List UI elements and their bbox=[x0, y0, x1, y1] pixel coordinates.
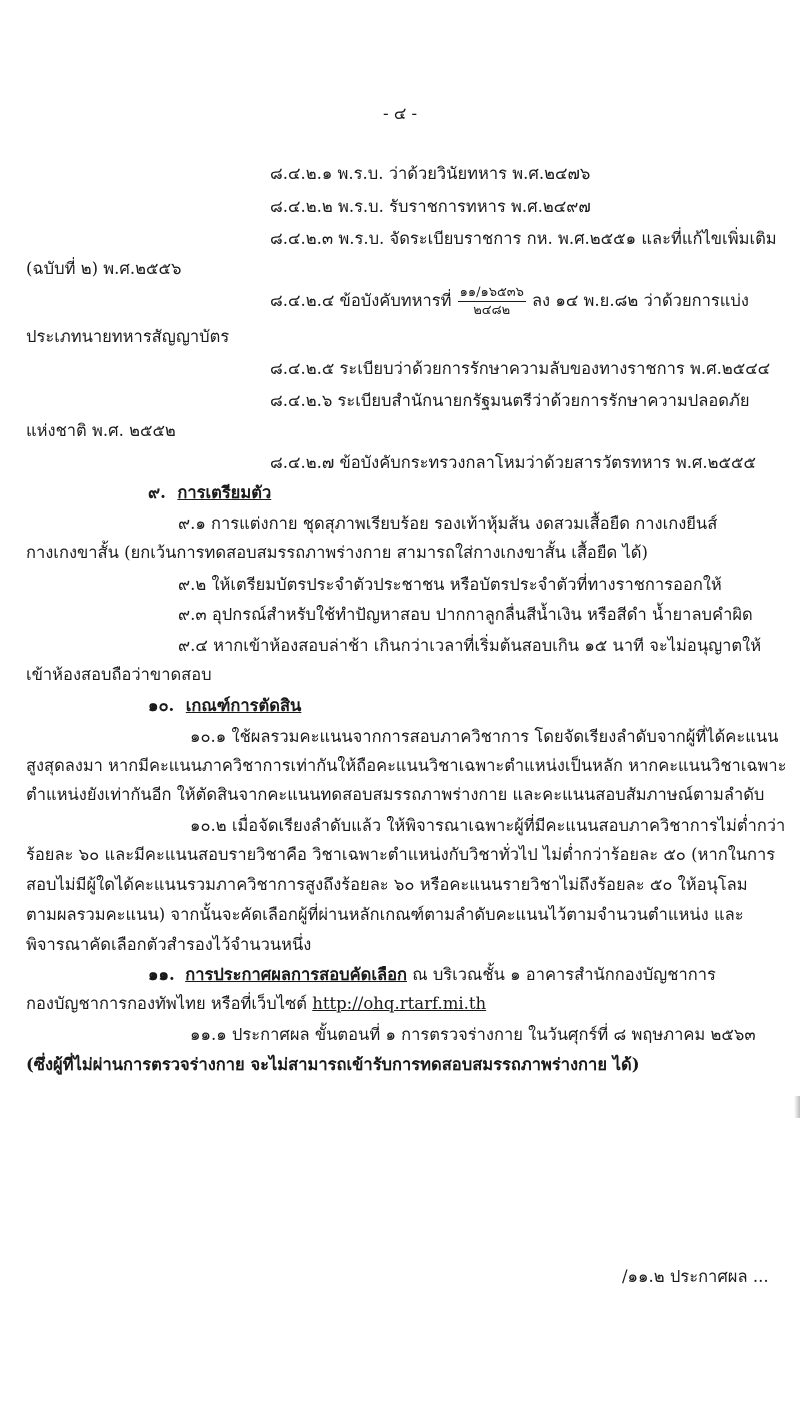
section-11-heading bbox=[148, 964, 716, 986]
item-10-1-cont-1: สูงสุดลงมา หากมีคะแนนภาควิชาการเท่ากันให้ถือคะแนนวิชาเฉพาะตำแหน่งเป็นหลัก หากคะแนนวิชาเฉพาะ bbox=[26, 756, 787, 775]
item-8-4-2-4-cont: ประเภทนายทหารสัญญาบัตร bbox=[26, 327, 230, 346]
section-9-number: ๙. bbox=[148, 483, 166, 502]
item-9-4-cont: เข้าห้องสอบถือว่าขาดสอบ bbox=[26, 665, 212, 684]
item-9-4: ๙.๔ หากเข้าห้องสอบล่าช้า เกินกว่าเวลาที่เริ่มต้นสอบเกิน ๑๕ นาที จะไม่อนุญาตให้ bbox=[178, 636, 762, 655]
item-8-4-2-4 bbox=[270, 284, 749, 318]
footer-continuation: /๑๑.๒ ประกาศผล ... bbox=[622, 1267, 769, 1286]
item-10-2-cont-2: สอบไม่มีผู้ใดได้คะแนนรวมภาควิชาการสูงถึงร้อยละ ๖๐ หรือคะแนนรายวิชาไม่ถึงร้อยละ ๕๐ ให้อนุโลม bbox=[26, 875, 748, 894]
item-9-1-cont: กางเกงขาสั้น (ยกเว้นการทดสอบสมรรถภาพร่างกาย สามารถใส่กางเกงขาสั้น เสื้อยืด ได้) bbox=[26, 543, 648, 562]
item-8-4-2-3-cont: (ฉบับที่ ๒) พ.ศ.๒๕๕๖ bbox=[26, 259, 182, 278]
item-8-4-2-6: ๘.๔.๒.๖ ระเบียบสำนักนายกรัฐมนตรีว่าด้วยการรักษาความปลอดภัย bbox=[270, 391, 750, 410]
item-11-1-note: (ซึ่งผู้ที่ไม่ผ่านการตรวจร่างกาย จะไม่สามารถเข้ารับการทดสอบสมรรถภาพร่างกาย ได้) bbox=[26, 1055, 640, 1074]
item-9-2: ๙.๒ ให้เตรียมบัตรประจำตัวประชาชน หรือบัตรประจำตัวที่ทางราชการออกให้ bbox=[178, 575, 722, 594]
order-number-numerator: ๑๑/๑๖๕๓๖ bbox=[459, 285, 524, 300]
scan-edge-shadow bbox=[794, 1096, 800, 1118]
order-number-denominator: ๒๔๘๒ bbox=[473, 303, 511, 318]
item-10-2-cont-3: ตามผลรวมคะแนน) จากนั้นจะคัดเลือกผู้ที่ผ่านหลักเกณฑ์ตามลำดับคะแนนไว้ตามจำนวนตำแหน่ง และ bbox=[26, 905, 744, 924]
item-10-2-cont-1: ร้อยละ ๖๐ และมีคะแนนสอบรายวิชาคือ วิชาเฉพาะตำแหน่งกับวิชาทั่วไป ไม่ต่ำกว่าร้อยละ ๕๐ (หากในการ bbox=[26, 845, 776, 864]
section-11-website-prefix: กองบัญชาการกองทัพไทย หรือที่เว็บไซต์ bbox=[26, 994, 307, 1013]
item-8-4-2-6-cont: แห่งชาติ พ.ศ. ๒๕๕๒ bbox=[26, 421, 176, 440]
item-9-1: ๙.๑ การแต่งกาย ชุดสุภาพเรียบร้อย รองเท้าหุ้มส้น งดสวมเสื้อยืด กางเกงยีนส์ bbox=[178, 514, 718, 533]
website-link[interactable]: http://ohq.rtarf.mi.th bbox=[312, 994, 487, 1013]
section-11-location: ณ บริเวณชั้น ๑ อาคารสำนักกองบัญชาการ bbox=[412, 965, 716, 984]
section-9-heading bbox=[148, 482, 271, 504]
item-9-3: ๙.๓ อุปกรณ์สำหรับใช้ทำปัญหาสอบ ปากกาลูกลื่นสีน้ำเงิน หรือสีดำ น้ำยาลบคำผิด bbox=[178, 605, 753, 624]
section-9-title: การเตรียมตัว bbox=[177, 483, 272, 502]
item-10-2: ๑๐.๒ เมื่อจัดเรียงลำดับแล้ว ให้พิจารณาเฉพาะผู้ที่มีคะแนนสอบภาควิชาการไม่ต่ำกว่า bbox=[190, 816, 786, 835]
page-number: - ๔ - bbox=[383, 104, 418, 123]
item-10-1: ๑๐.๑ ใช้ผลรวมคะแนนจากการสอบภาควิชาการ โดยจัดเรียงลำดับจากผู้ที่ได้คะแนน bbox=[190, 727, 779, 746]
section-10-heading bbox=[148, 695, 301, 717]
section-11-line-2 bbox=[26, 993, 486, 1015]
item-8-4-2-5: ๘.๔.๒.๕ ระเบียบว่าด้วยการรักษาความลับของทางราชการ พ.ศ.๒๕๔๔ bbox=[270, 359, 771, 378]
item-8-4-2-1: ๘.๔.๒.๑ พ.ร.บ. ว่าด้วยวินัยทหาร พ.ศ.๒๔๗๖ bbox=[270, 164, 591, 183]
item-8-4-2-3: ๘.๔.๒.๓ พ.ร.บ. จัดระเบียบราชการ กห. พ.ศ.๒๕๕๑ และที่แก้ไขเพิ่มเติม bbox=[270, 229, 777, 248]
item-8-4-2-7: ๘.๔.๒.๗ ข้อบังคับกระทรวงกลาโหมว่าด้วยสารวัตรทหาร พ.ศ.๒๕๕๕ bbox=[270, 453, 756, 472]
section-11-number: ๑๑. bbox=[148, 965, 175, 984]
item-8-4-2-4-suffix: ลง ๑๔ พ.ย.๘๒ ว่าด้วยการแบ่ง bbox=[531, 291, 749, 310]
section-10-title: เกณฑ์การตัดสิน bbox=[185, 696, 302, 715]
item-8-4-2-2: ๘.๔.๒.๒ พ.ร.บ. รับราชการทหาร พ.ศ.๒๔๙๗ bbox=[270, 197, 591, 216]
item-10-2-cont-4: พิจารณาคัดเลือกตัวสำรองไว้จำนวนหนึ่ง bbox=[26, 935, 312, 954]
item-11-1: ๑๑.๑ ประกาศผล ขั้นตอนที่ ๑ การตรวจร่างกาย ในวันศุกร์ที่ ๘ พฤษภาคม ๒๕๖๓ bbox=[190, 1025, 756, 1044]
section-10-number: ๑๐. bbox=[148, 696, 175, 715]
item-10-1-cont-2: ตำแหน่งยังเท่ากันอีก ให้ตัดสินจากคะแนนทดสอบสมรรถภาพร่างกาย และคะแนนสอบสัมภาษณ์ตามลำดับ bbox=[26, 785, 765, 804]
order-number-fraction bbox=[458, 285, 526, 318]
section-11-title: การประกาศผลการสอบคัดเลือก bbox=[185, 965, 408, 984]
item-8-4-2-4-prefix: ๘.๔.๒.๔ ข้อบังคับทหารที่ bbox=[270, 291, 452, 310]
